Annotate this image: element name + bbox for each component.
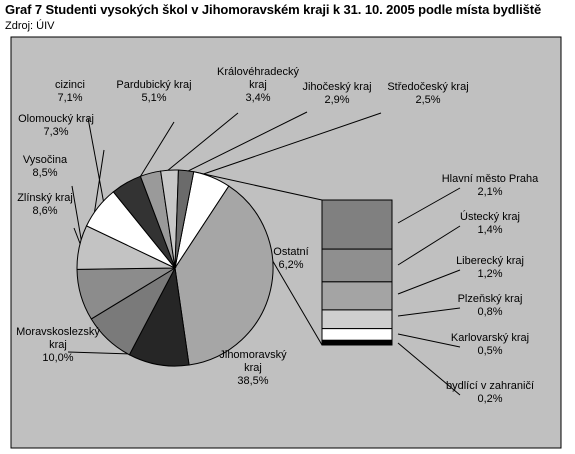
pie-label-kralovehradecky-kraj: Královéhradecký kraj 3,4% xyxy=(217,66,299,104)
bar-segment-hlavni-mesto-praha xyxy=(322,200,392,249)
pie-label-zlinsky-kraj: Zlínský kraj 8,6% xyxy=(17,192,73,217)
bar-segment-karlovarsky-kraj xyxy=(322,329,392,341)
bar-segment-liberecky-kraj xyxy=(322,282,392,310)
pie-label-cizinci: cizinci 7,1% xyxy=(55,79,85,104)
pie-label-jihocesky-kraj: Jihočeský kraj 2,9% xyxy=(302,81,372,106)
bar-label-plzensky-kraj: Plzeňský kraj 0,8% xyxy=(457,293,523,318)
pie-label-ostatni: Ostatní 6,2% xyxy=(273,246,309,271)
pie-label-moravskoslezsky-kraj: Moravskoslezský kraj 10,0% xyxy=(16,326,100,364)
bar-segment-plzensky-kraj xyxy=(322,310,392,329)
chart-source: Zdroj: ÚIV xyxy=(5,20,55,32)
pie-label-jihomoravsky-kraj: Jihomoravský kraj 38,5% xyxy=(219,349,287,387)
bar-label-liberecky-kraj: Liberecký kraj 1,2% xyxy=(456,255,524,280)
pie-label-olomoucky-kraj: Olomoucký kraj 7,3% xyxy=(18,113,94,138)
pie-label-pardubicky-kraj: Pardubický kraj 5,1% xyxy=(116,79,192,104)
chart-title: Graf 7 Studenti vysokých škol v Jihomoravském kraji k 31. 10. 2005 podle místa bydliště xyxy=(5,2,542,17)
bar-segment-bydlici-v-zahranici xyxy=(322,340,392,345)
bar-label-hlavni-mesto-praha: Hlavní město Praha 2,1% xyxy=(441,173,539,198)
bar-label-bydlici-v-zahranici: bydlící v zahraničí 0,2% xyxy=(445,380,535,405)
bar-label-karlovarsky-kraj: Karlovarský kraj 0,5% xyxy=(450,332,530,357)
bar-segment-ustecky-kraj xyxy=(322,249,392,282)
pie-label-stredocesky-kraj: Středočeský kraj 2,5% xyxy=(387,81,469,106)
pie-label-vysocina: Vysočina 8,5% xyxy=(22,154,68,179)
bar-label-ustecky-kraj: Ústecký kraj 1,4% xyxy=(460,211,520,236)
